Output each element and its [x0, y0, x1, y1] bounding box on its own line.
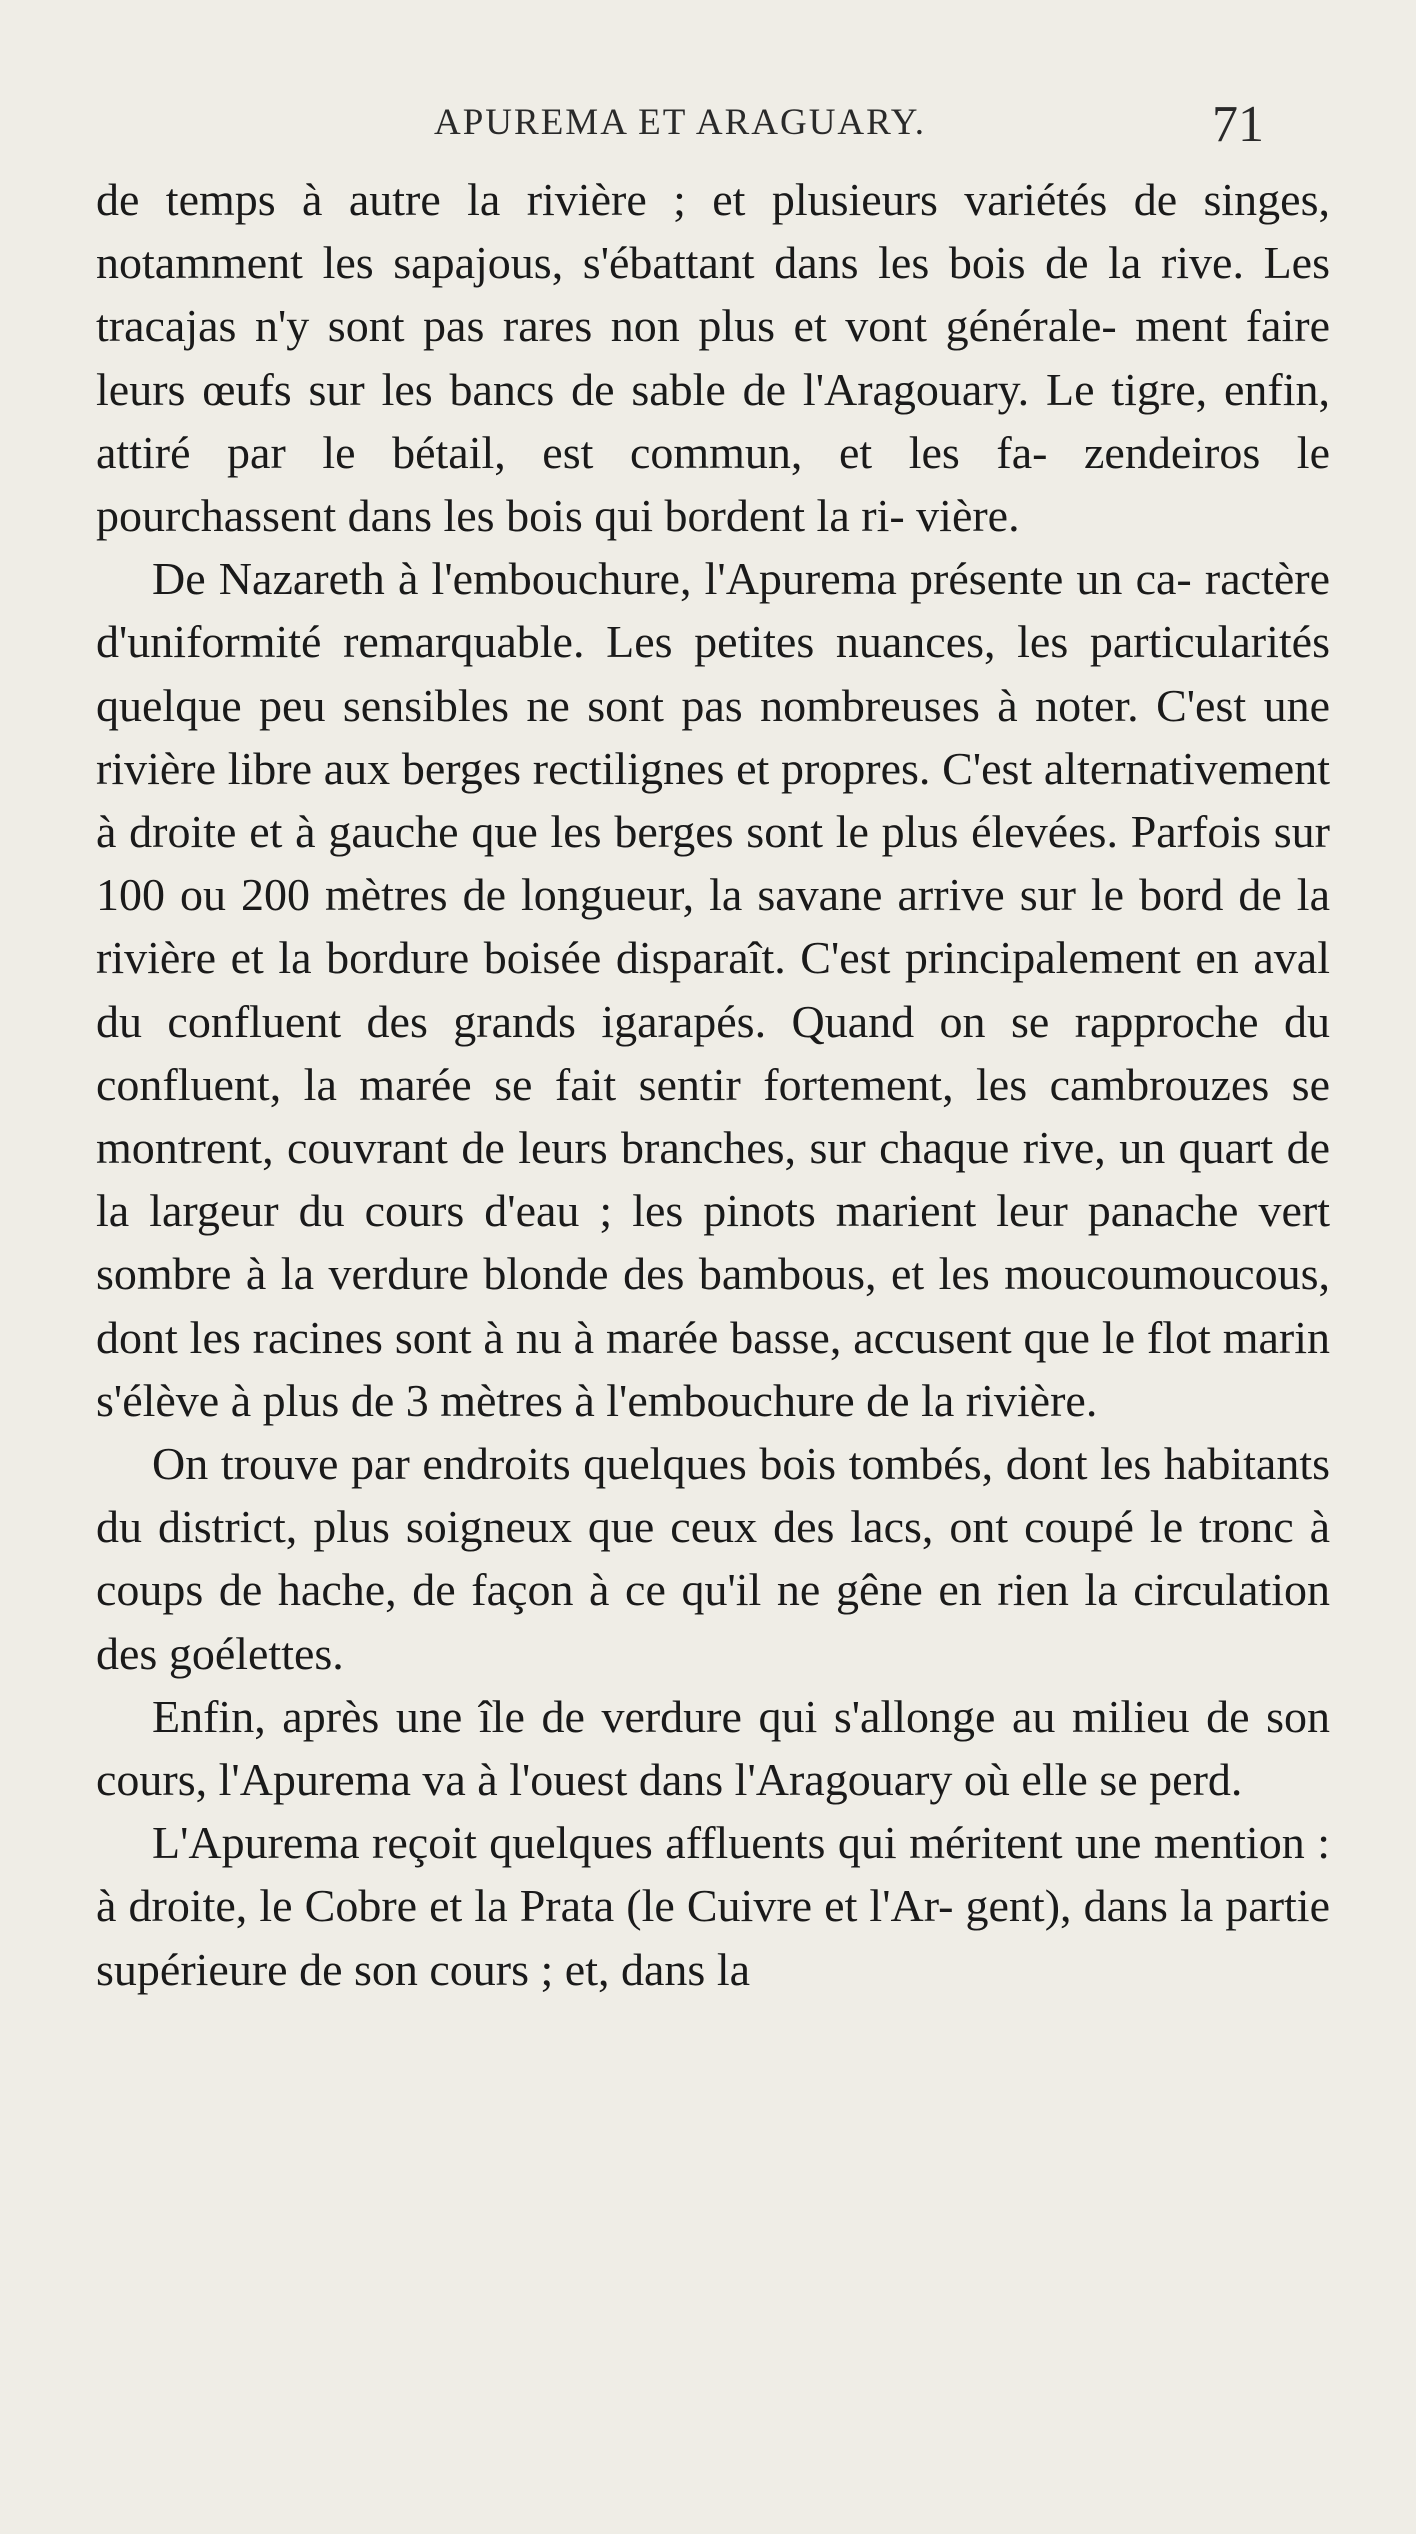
running-head — [0, 95, 1416, 155]
body-text — [96, 168, 1330, 2001]
paragraph-apurema-character: De Nazareth à l'embouchure, l'Apurema présente un ca- ractère d'uniformité remarquable. Les petites nuances, les particularités quelque peu sensibles ne sont pas nombreuses à noter. C'est une rivière libre aux berges rectilignes et propres. C'est alternativement à droite et à gauche que les berges sont le plus élevées. Parfois sur 100 ou 200 mètres de longueur, la savane arrive sur le bord de la rivière et la bordure boisée disparaît. C'est principalement en aval du confluent des grands igarapés. Quand on se rapproche du confluent, la marée se fait sentir fortement, les cambrouzes se montrent, couvrant de leurs branches, sur chaque rive, un quart de la largeur du cours d'eau ; les pinots marient leur panache vert sombre à la verdure blonde des bambous, et les moucoumoucous, dont les racines sont à nu à marée basse, accusent que le flot marin s'élève à plus de 3 mètres à l'embouchure de la rivière. — [96, 553, 1330, 1426]
page-number: 71 — [1212, 96, 1264, 153]
running-title: APUREMA ET ARAGUARY. — [434, 102, 926, 143]
paragraph-affluents: L'Apurema reçoit quelques affluents qui méritent une mention : à droite, le Cobre et la Prata (le Cuivre et l'Ar- gent), dans la partie supérieure de son cours ; et, dans la — [96, 1817, 1330, 1995]
paragraph-fallen-trees: On trouve par endroits quelques bois tombés, dont les habitants du district, plus soigneux que ceux des lacs, ont coupé le tronc à coups de hache, de façon à ce qu'il ne gêne en rien la circulation des goélettes. — [96, 1438, 1330, 1679]
paragraph-fauna: de temps à autre la rivière ; et plusieurs variétés de singes, notamment les sapajous, s'ébattant dans les bois de la rive. Les tracajas n'y sont pas rares non plus et vont générale- ment faire leurs œufs sur les bancs de sable de l'Aragouary. Le tigre, enfin, attiré par le bétail, est commun, et les fa- zendeiros le pourchassent dans les bois qui bordent la ri- vière. — [96, 174, 1330, 542]
paragraph-island: Enfin, après une île de verdure qui s'allonge au milieu de son cours, l'Apurema va à l'ouest dans l'Aragouary où elle se perd. — [96, 1690, 1330, 1806]
